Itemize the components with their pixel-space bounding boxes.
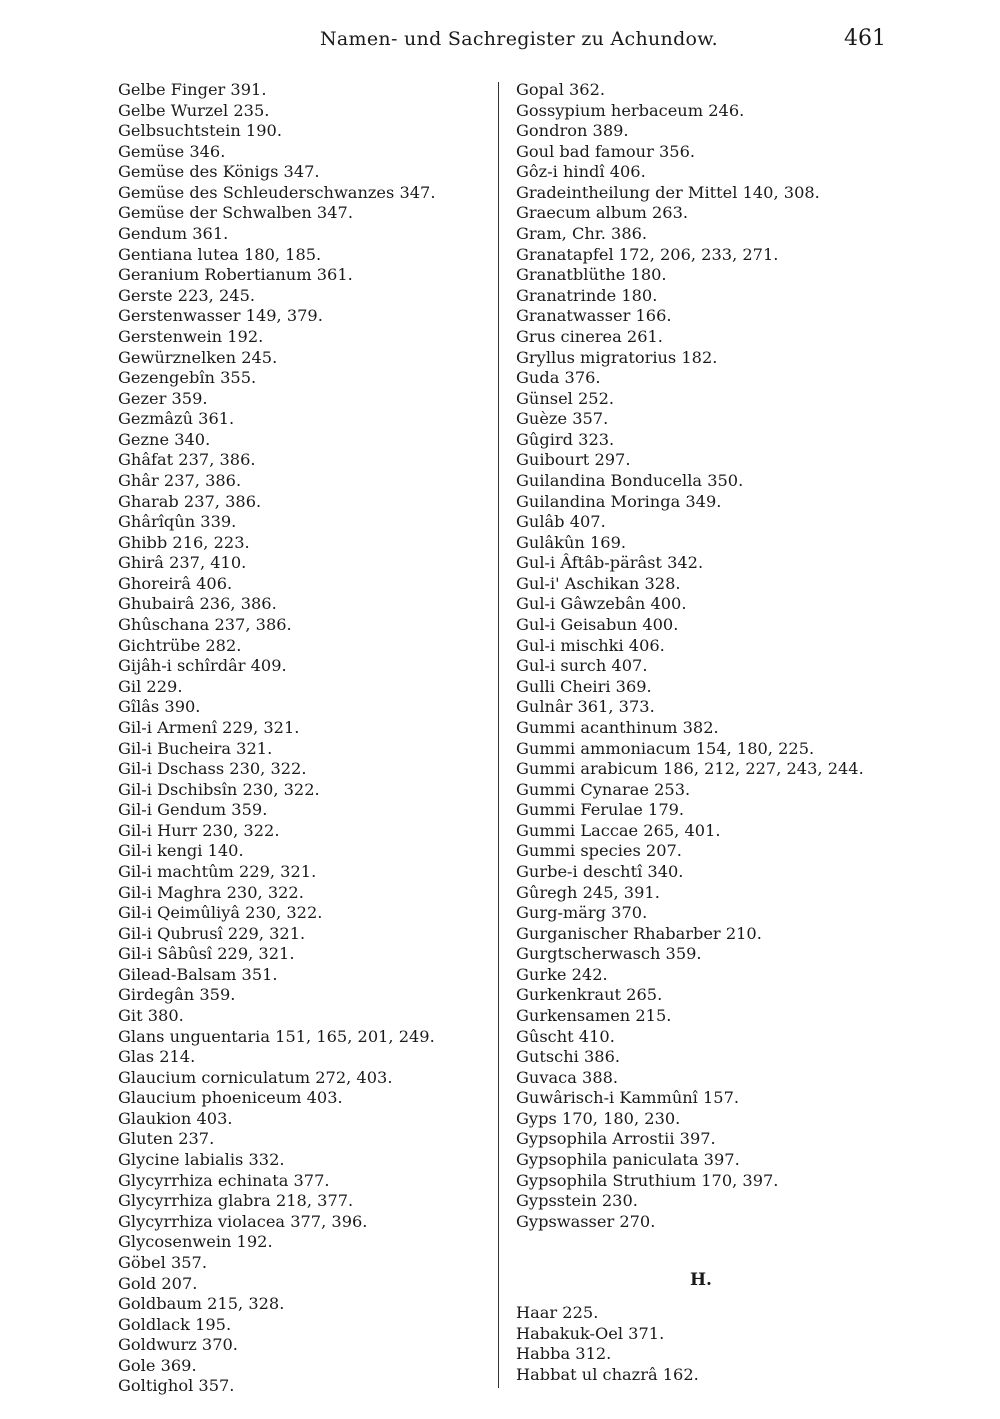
index-entry: Gulâkûn 169.	[516, 532, 627, 552]
index-entry: Granatblüthe 180.	[516, 265, 667, 285]
index-entry: Gryllus migratorius 182.	[516, 347, 718, 367]
index-entry: Gul-i Geisabun 400.	[516, 615, 679, 635]
index-entry: Gulnâr 361, 373.	[516, 697, 655, 717]
index-entry: Gulâb 407.	[516, 512, 606, 532]
index-entry: Glans unguentaria 151, 165, 201, 249.	[118, 1026, 435, 1046]
column-divider	[498, 82, 499, 1388]
index-entry: Habba 312.	[516, 1344, 612, 1364]
index-entry: Gurbe-i deschtî 340.	[516, 861, 684, 881]
index-entry: Gurgtscherwasch 359.	[516, 944, 702, 964]
index-entry: Gurganischer Rhabarber 210.	[516, 923, 762, 943]
index-entry: Gul-i' Aschikan 328.	[516, 573, 681, 593]
index-entry: Gemüse des Königs 347.	[118, 162, 320, 182]
index-entry: Gil-i Maghra 230, 322.	[118, 882, 304, 902]
index-entry: Gil-i Bucheira 321.	[118, 738, 273, 758]
page-number: 461	[844, 26, 886, 51]
index-entry: Gypswasser 270.	[516, 1211, 656, 1231]
index-entry: Guilandina Moringa 349.	[516, 491, 722, 511]
index-entry: Gold 207.	[118, 1273, 198, 1293]
index-entry: Gemüse der Schwalben 347.	[118, 203, 353, 223]
right-entries	[516, 80, 916, 1232]
index-entry: Gentiana lutea 180, 185.	[118, 244, 322, 264]
index-entry: Göbel 357.	[118, 1252, 207, 1272]
index-entry: Goul bad famour 356.	[516, 141, 696, 161]
index-entry: Grus cinerea 261.	[516, 326, 663, 346]
index-entry: Gezne 340.	[118, 429, 211, 449]
index-entry: Günsel 252.	[516, 388, 615, 408]
index-entry: Gul-i Gâwzebân 400.	[516, 594, 687, 614]
index-entry: Goldlack 195.	[118, 1314, 232, 1334]
index-entry: Gijâh-i schîrdâr 409.	[118, 656, 287, 676]
index-entry: Gendum 361.	[118, 224, 229, 244]
index-entry: Git 380.	[118, 1006, 184, 1026]
index-entry: Guwârisch-i Kammûnî 157.	[516, 1088, 740, 1108]
index-entry: Gurkenkraut 265.	[516, 985, 663, 1005]
index-entry: Gondron 389.	[516, 121, 629, 141]
index-entry: Guibourt 297.	[516, 450, 631, 470]
index-entry: Glaucium corniculatum 272, 403.	[118, 1067, 393, 1087]
index-entry: Ghârîqûn 339.	[118, 512, 237, 532]
index-entry: Gypsstein 230.	[516, 1191, 638, 1211]
index-entry: Geranium Robertianum 361.	[118, 265, 353, 285]
index-entry: Gurg-märg 370.	[516, 903, 648, 923]
index-entry: Gûscht 410.	[516, 1026, 615, 1046]
index-entry: Glycosenwein 192.	[118, 1232, 273, 1252]
index-column-right	[516, 80, 916, 1385]
index-entry: Gîlâs 390.	[118, 697, 201, 717]
index-entry: Ghâfat 237, 386.	[118, 450, 256, 470]
index-entry: Gul-i Âftâb-pärâst 342.	[516, 553, 704, 573]
index-entry: Gerstenwein 192.	[118, 326, 264, 346]
index-entry: Gul-i surch 407.	[516, 656, 648, 676]
index-entry: Gil-i Armenî 229, 321.	[118, 717, 300, 737]
index-entry: Gil-i Dschibsîn 230, 322.	[118, 779, 320, 799]
index-entry: Glycyrrhiza glabra 218, 377.	[118, 1191, 354, 1211]
index-entry: Ghûschana 237, 386.	[118, 615, 292, 635]
index-entry: Goltighol 357.	[118, 1376, 235, 1396]
index-entry: Gil-i Gendum 359.	[118, 800, 268, 820]
index-entry: Gutschi 386.	[516, 1047, 621, 1067]
index-entry: Ghoreirâ 406.	[118, 573, 233, 593]
index-entry: Gewürznelken 245.	[118, 347, 278, 367]
index-entry: Gemüse 346.	[118, 141, 226, 161]
index-entry: Gharab 237, 386.	[118, 491, 262, 511]
index-entry: Gezer 359.	[118, 388, 208, 408]
index-entry: Glycyrrhiza violacea 377, 396.	[118, 1211, 368, 1231]
index-entry: Granatrinde 180.	[516, 285, 658, 305]
index-entry: Gil-i Qeimûliyâ 230, 322.	[118, 903, 323, 923]
index-column-left	[118, 80, 488, 1397]
running-title: Namen- und Sachregister zu Achundow.	[320, 28, 718, 50]
index-entry: Gurke 242.	[516, 964, 608, 984]
index-entry: Gole 369.	[118, 1355, 197, 1375]
index-entry: Glycine labialis 332.	[118, 1150, 285, 1170]
index-entry: Gummi species 207.	[516, 841, 682, 861]
index-entry: Gurkensamen 215.	[516, 1006, 672, 1026]
index-entry: Gemüse des Schleuderschwanzes 347.	[118, 182, 436, 202]
index-entry: Gûgird 323.	[516, 429, 615, 449]
index-entry: Gil-i machtûm 229, 321.	[118, 861, 317, 881]
index-entry: Girdegân 359.	[118, 985, 236, 1005]
index-entry: Gul-i mischki 406.	[516, 635, 665, 655]
index-entry: Granatapfel 172, 206, 233, 271.	[516, 244, 779, 264]
index-entry: Ghirâ 237, 410.	[118, 553, 247, 573]
index-entry: Gezengebîn 355.	[118, 368, 257, 388]
section-h-entries	[516, 1303, 916, 1385]
index-entry: Gûregh 245, 391.	[516, 882, 660, 902]
index-entry: Gil 229.	[118, 676, 183, 696]
index-entry: Guvaca 388.	[516, 1067, 619, 1087]
index-entry: Gil-i Sâbûsî 229, 321.	[118, 944, 295, 964]
index-entry: Glaucium phoeniceum 403.	[118, 1088, 343, 1108]
index-entry: Glas 214.	[118, 1047, 196, 1067]
index-entry: Guilandina Bonducella 350.	[516, 470, 744, 490]
index-entry: Gelbe Wurzel 235.	[118, 100, 270, 120]
index-entry: Glaukion 403.	[118, 1108, 233, 1128]
index-entry: Gossypium herbaceum 246.	[516, 100, 745, 120]
index-entry: Guèze 357.	[516, 409, 609, 429]
index-entry: Ghubairâ 236, 386.	[118, 594, 277, 614]
index-entry: Haar 225.	[516, 1302, 599, 1322]
index-entry: Gypsophila paniculata 397.	[516, 1150, 740, 1170]
index-entry: Granatwasser 166.	[516, 306, 672, 326]
index-entry: Gerstenwasser 149, 379.	[118, 306, 323, 326]
index-entry: Gerste 223, 245.	[118, 285, 256, 305]
index-entry: Graecum album 263.	[516, 203, 689, 223]
index-entry: Gypsophila Struthium 170, 397.	[516, 1170, 779, 1190]
index-entry: Goldbaum 215, 328.	[118, 1294, 285, 1314]
index-entry: Gummi Cynarae 253.	[516, 779, 691, 799]
section-heading-h: H.	[690, 1270, 712, 1291]
index-entry: Gummi acanthinum 382.	[516, 717, 719, 737]
index-entry: Guda 376.	[516, 368, 601, 388]
index-entry: Gummi Ferulae 179.	[516, 800, 685, 820]
index-entry: Gummi ammoniacum 154, 180, 225.	[516, 738, 815, 758]
index-entry: Gil-i Hurr 230, 322.	[118, 820, 280, 840]
index-entry: Habbat ul chazrâ 162.	[516, 1364, 699, 1384]
index-entry: Gôz-i hindî 406.	[516, 162, 646, 182]
index-entry: Gypsophila Arrostii 397.	[516, 1129, 716, 1149]
index-entry: Gyps 170, 180, 230.	[516, 1108, 681, 1128]
index-entry: Gram, Chr. 386.	[516, 224, 648, 244]
index-entry: Ghibb 216, 223.	[118, 532, 250, 552]
index-entry: Gil-i kengi 140.	[118, 841, 244, 861]
index-entry: Gulli Cheiri 369.	[516, 676, 652, 696]
index-entry: Gopal 362.	[516, 80, 606, 99]
index-entry: Gelbsuchtstein 190.	[118, 121, 282, 141]
index-entry: Ghâr 237, 386.	[118, 470, 242, 490]
index-entry: Gil-i Qubrusî 229, 321.	[118, 923, 306, 943]
index-entry: Gelbe Finger 391.	[118, 80, 267, 99]
index-entry: Gezmâzû 361.	[118, 409, 235, 429]
index-entry: Gilead-Balsam 351.	[118, 964, 278, 984]
index-entry: Gradeintheilung der Mittel 140, 308.	[516, 182, 820, 202]
index-entry: Goldwurz 370.	[118, 1335, 238, 1355]
index-entry: Habakuk-Oel 371.	[516, 1323, 665, 1343]
index-entry: Gummi arabicum 186, 212, 227, 243, 244.	[516, 759, 864, 779]
index-entry: Gichtrübe 282.	[118, 635, 242, 655]
index-entry: Gluten 237.	[118, 1129, 215, 1149]
index-entry: Gummi Laccae 265, 401.	[516, 820, 721, 840]
index-entry: Gil-i Dschass 230, 322.	[118, 759, 307, 779]
index-entry: Glycyrrhiza echinata 377.	[118, 1170, 330, 1190]
